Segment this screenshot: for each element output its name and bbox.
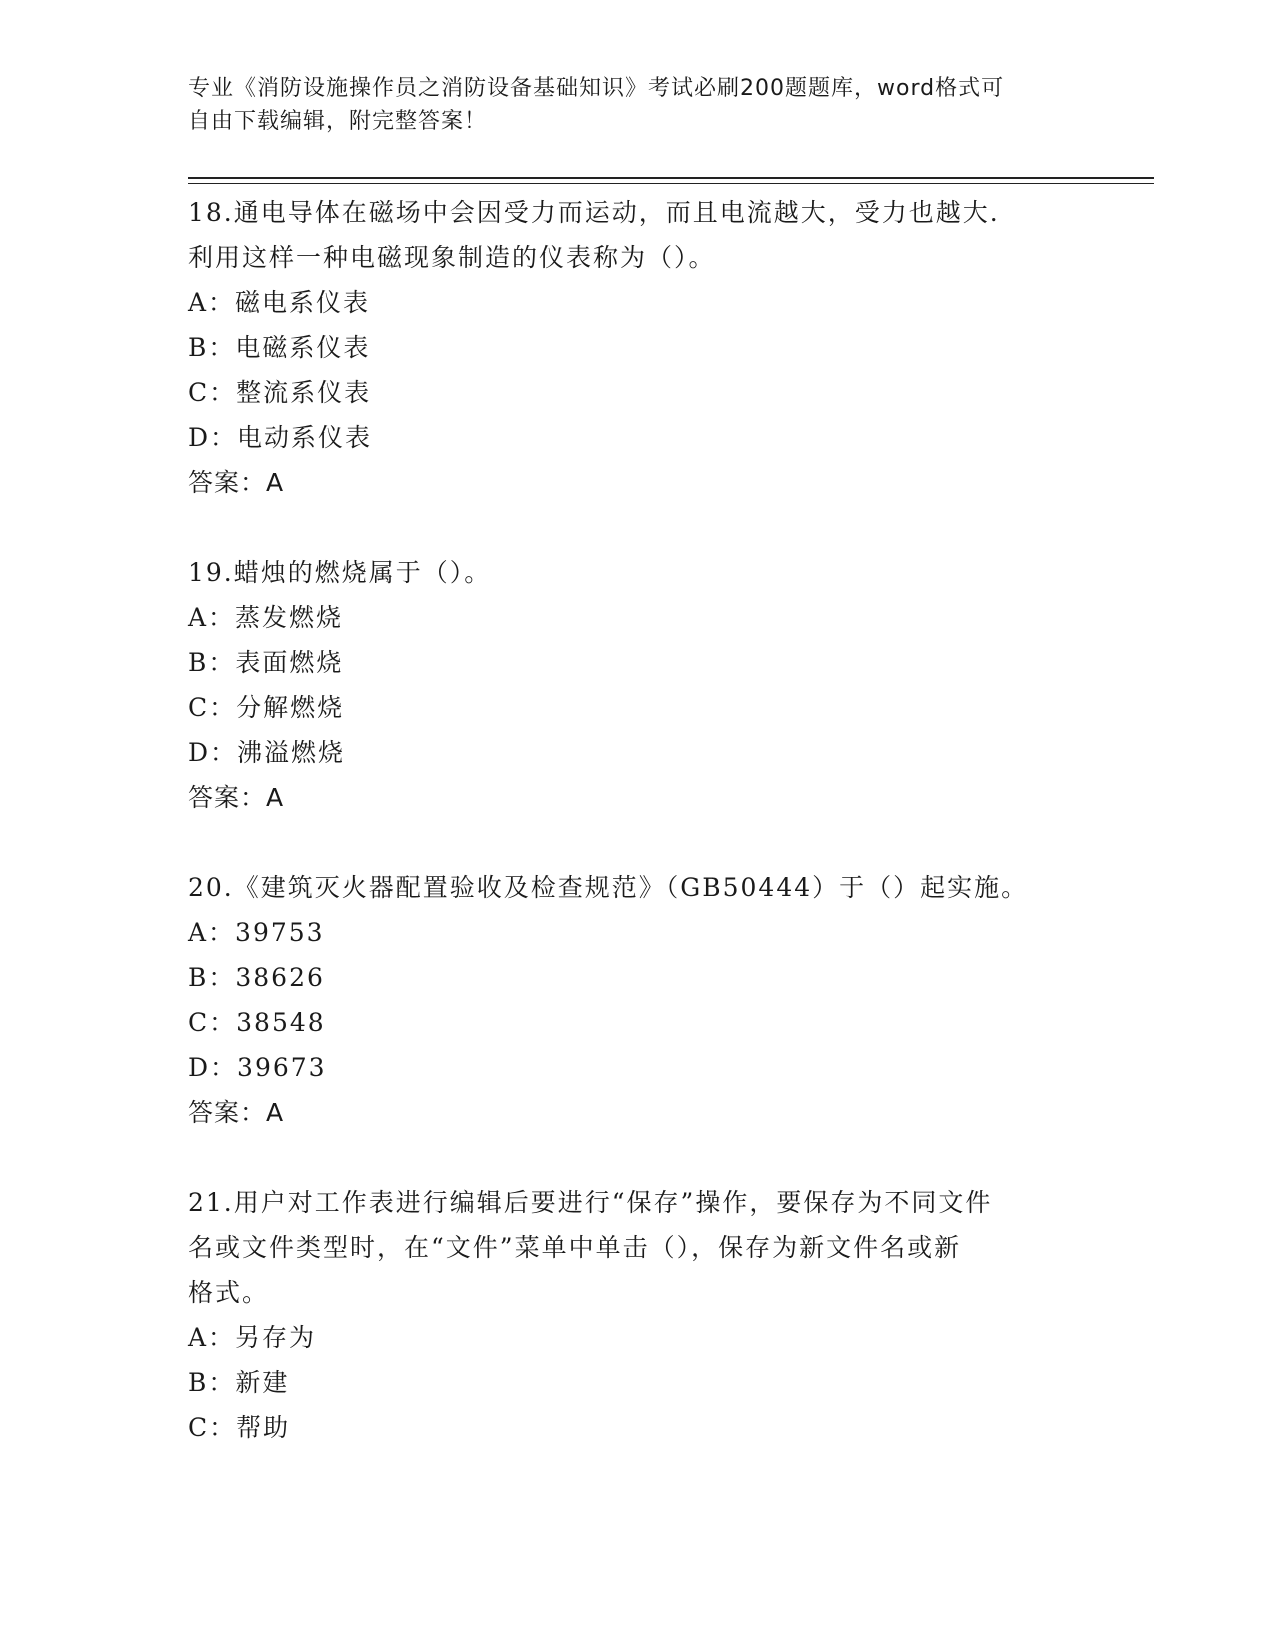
question-stem-line: 格式。 [188,1278,270,1307]
question-stem-line: 19.蜡烛的燃烧属于（）。 [188,558,492,587]
question-stem-line: 18.通电导体在磁场中会因受力而运动，而且电流越大，受力也越大. [188,198,1000,227]
header-divider-thick [188,177,1154,179]
question-stem-line: 20.《建筑灭火器配置验收及检查规范》（GB50444）于（）起实施。 [188,873,1029,902]
option-d: D：电动系仪表 [188,423,373,452]
option-a: A：另存为 [188,1323,317,1352]
question-stem-line: 利用这样一种电磁现象制造的仪表称为（）。 [188,243,716,272]
header-line-2: 自由下载编辑，附完整答案！ [188,109,488,134]
option-b: B：电磁系仪表 [188,333,371,362]
question-20 [188,865,1088,1135]
option-b: B：表面燃烧 [188,648,344,677]
option-c: C：38548 [188,1008,326,1037]
header-line-1: 专业《消防设施操作员之消防设备基础知识》考试必刷200题题库，word格式可 [188,76,1005,101]
answer-label: 答案：A [188,468,285,497]
option-b: B：新建 [188,1368,290,1397]
answer-label: 答案：A [188,1098,285,1127]
question-18 [188,190,1088,505]
question-stem-line: 21.用户对工作表进行编辑后要进行“保存”操作，要保存为不同文件 [188,1188,993,1217]
header-divider-thin [188,183,1154,184]
document-header [188,72,1068,138]
option-d: D：沸溢燃烧 [188,738,346,767]
option-d: D：39673 [188,1053,327,1082]
question-list [188,190,1088,1495]
option-b: B：38626 [188,963,325,992]
answer-label: 答案：A [188,783,285,812]
question-stem-line: 名或文件类型时，在“文件”菜单中单击（），保存为新文件名或新 [188,1233,962,1262]
option-a: A：39753 [188,918,325,947]
option-a: A：磁电系仪表 [188,288,371,317]
option-a: A：蒸发燃烧 [188,603,344,632]
option-c: C：整流系仪表 [188,378,372,407]
option-c: C：帮助 [188,1413,291,1442]
question-21 [188,1180,1088,1450]
question-19 [188,550,1088,820]
option-c: C：分解燃烧 [188,693,345,722]
